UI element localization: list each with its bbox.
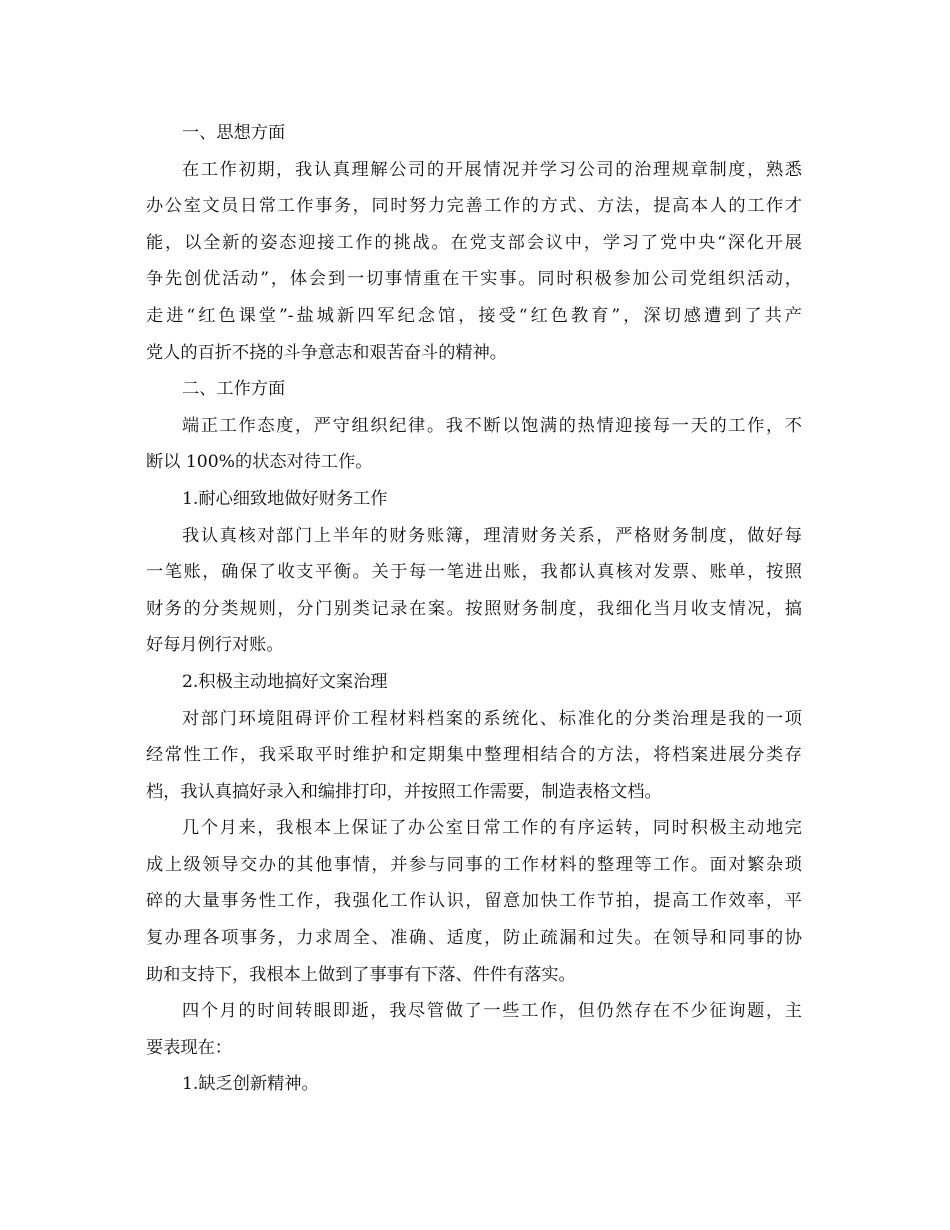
paragraph-line: 好每月例行对账。: [146, 635, 284, 656]
paragraph-line: 成上级领导交办的其他事情，并参与同事的工作材料的整理等工作。面对繁杂琐: [146, 854, 802, 875]
paragraph-line: 争先创优活动”，体会到一切事情重在干实事。同时积极参加公司党组织活动，: [146, 269, 802, 290]
paragraph-line: 几个月来，我根本上保证了办公室日常工作的有序运转，同时积极主动地完: [182, 818, 802, 839]
paragraph-line: 端正工作态度，严守组织纪律。我不断以饱满的热情迎接每一天的工作，不: [182, 415, 802, 436]
document-page: [146, 115, 802, 1103]
paragraph-line: 断以 100%的状态对待工作。: [146, 452, 373, 473]
paragraph-line: 要表现在：: [146, 1037, 232, 1058]
paragraph-line: 我认真核对部门上半年的财务账簿，理清财务关系，严格财务制度，做好每: [182, 525, 802, 546]
paragraph-line: 复办理各项事务，力求周全、准确、适度，防止疏漏和过失。在领导和同事的协: [146, 928, 802, 949]
paragraph-line: 在工作初期，我认真理解公司的开展情况并学习公司的治理规章制度，熟悉: [182, 159, 802, 180]
subheading-documents: 2.积极主动地搞好文案治理: [182, 671, 388, 692]
subheading-finance: 1.耐心细致地做好财务工作: [182, 488, 388, 509]
paragraph-line: 助和支持下，我根本上做到了事事有下落、件件有落实。: [146, 964, 576, 985]
paragraph-line: 四个月的时间转眼即逝，我尽管做了一些工作，但仍然存在不少征询题，主: [182, 1001, 802, 1022]
paragraph-line: 经常性工作，我采取平时维护和定期集中整理相结合的方法，将档案进展分类存: [146, 745, 802, 766]
paragraph-line: 档，我认真搞好录入和编排打印，并按照工作需要，制造表格文档。: [146, 781, 662, 802]
paragraph-line: 能，以全新的姿态迎接工作的挑战。在党支部会议中，学习了党中央“深化开展: [146, 232, 802, 253]
section-heading-thought: 一、思想方面: [182, 123, 286, 143]
paragraph-line: 党人的百折不挠的斗争意志和艰苦奋斗的精神。: [146, 342, 507, 363]
paragraph-line: 对部门环境阻碍评价工程材料档案的系统化、标准化的分类治理是我的一项: [182, 708, 802, 729]
paragraph-line: 财务的分类规则，分门别类记录在案。按照财务制度，我细化当月收支情况，搞: [146, 598, 802, 619]
paragraph-line: 碎的大量事务性工作，我强化工作认识，留意加快工作节拍，提高工作效率，平: [146, 891, 802, 912]
section-heading-work: 二、工作方面: [182, 379, 286, 400]
paragraph-line: 办公室文员日常工作事务，同时努力完善工作的方式、方法，提高本人的工作才: [146, 196, 802, 217]
list-item-heading: 1.缺乏创新精神。: [182, 1074, 319, 1095]
paragraph-line: 走进“红色课堂”-盐城新四军纪念馆，接受“红色教育”，深切感遭到了共产: [146, 305, 802, 326]
paragraph-line: 一笔账，确保了收支平衡。关于每一笔进出账，我都认真核对发票、账单，按照: [146, 562, 802, 583]
